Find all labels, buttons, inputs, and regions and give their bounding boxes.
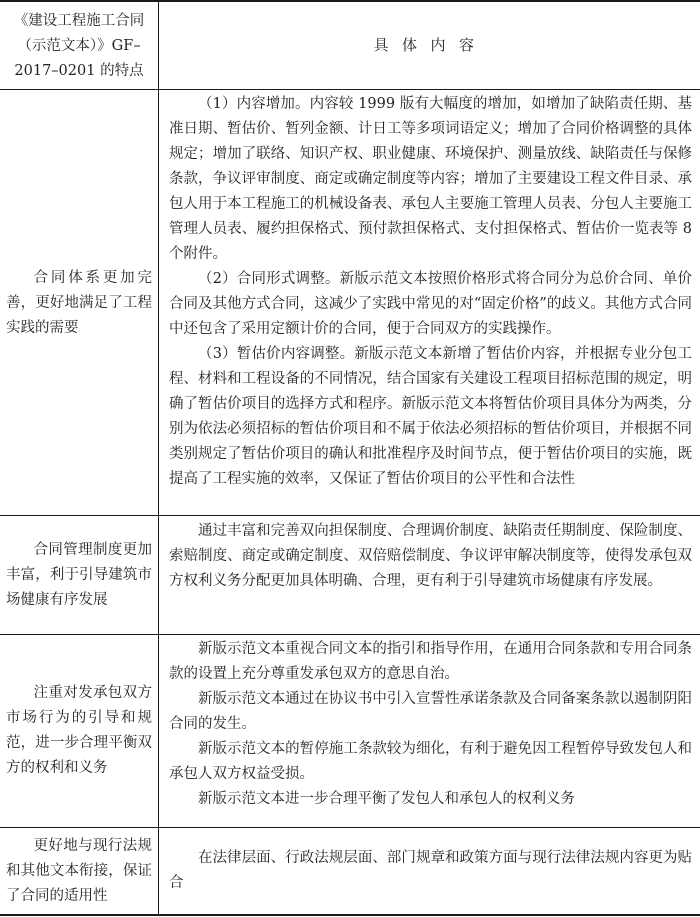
content-cell [159,637,700,826]
content-paragraph: 新版示范文本通过在协议书中引入宣誓性承诺条款及合同备案条款以遏制阴阳合同的发生。 [169,691,692,732]
table-rule [0,914,700,916]
content-paragraph: （3）暂估价内容调整。新版示范文本新增了暂估价内容，并根据专业分包工程、材料和工程设备的不同情况，结合国家有关建设工程项目招标范围的规定，明确了暂估价项目的选择方式和程序。新版示范文本将暂估价项目具体分为两类，分别为依法必须招标的暂估价项目和不属于依法必须招标的暂估价项目，并根据不同类别规定了暂估价项目的确认和批准程序及时间节点，便于暂估价项目的实施，既提高了工程实施的效率，又保证了暂估价项目的公平性和合法性 [169,346,692,487]
table-rule [0,515,700,516]
feature-cell [0,636,158,826]
feature-cell [0,92,158,514]
feature-cell [0,518,158,632]
feature-text: 注重对发承包双方市场行为的引导和规范，进一步合理平衡双方的权利和义务 [6,685,152,776]
header-feature-line: 《建设工程施工合同 [13,12,145,29]
header-feature-line: 2017–0201 的特点 [14,62,144,79]
header-content-cell [159,2,700,89]
content-paragraph: 新版示范文本进一步合理平衡了发包人和承包人的权利义务 [198,791,575,807]
content-paragraph: 通过丰富和完善双向担保制度、合理调价制度、缺陷责任期制度、保险制度、索赔制度、商定或确定制度、双倍赔偿制度、争议评审解决制度等，使得发承包双方权利义务分配更加具体明确、合理，更有利于引导建筑市场健康有序发展。 [169,523,692,589]
content-paragraph: （1）内容增加。内容较 1999 版有大幅度的增加，如增加了缺陷责任期、基准日期、暂估价、暂列金额、计日工等多项词语定义；增加了合同价格调整的具体规定；增加了联络、知识产权、职业健康、环境保护、测量放线、缺陷责任与保修条款，争议评审制度、商定或确定制度等内容；增加了主要建设工程文件目录、承包人用于本工程施工的机械设备表、承包人主要施工管理人员表、分包人主要施工管理人员表、履约担保格式、预付款担保格式、支付担保格式、暂估价一览表等 8 个附件。 [169,96,692,262]
content-cell [159,829,700,913]
feature-text: 合同管理制度更加丰富，利于引导建筑市场健康有序发展 [6,541,152,608]
feature-cell [0,829,158,913]
feature-text: 合同体系更加完善，更好地满足了工程实践的需要 [6,269,152,336]
header-feature-line: （示范文本）》GF– [17,37,141,54]
header-feature-cell [0,4,158,88]
content-paragraph: 新版示范文本的暂停施工条款较为细化，有利于避免因工程暂停导致发包人和承包人双方权益受损。 [169,741,692,782]
content-paragraph: 在法律层面、行政法规层面、部门规章和政策方面与现行法律法规内容更为贴合 [169,850,692,891]
table-rule [0,634,700,635]
feature-text: 更好地与现行法规和其他文本衔接，保证了合同的适用性 [6,837,152,904]
table-rule [0,89,700,90]
table-rule [0,827,700,828]
header-content-title: 具体内容 [373,36,488,54]
content-cell [159,92,700,514]
content-cell [159,519,700,633]
content-paragraph: 新版示范文本重视合同文本的指引和指导作用，在通用合同条款和专用合同条款的设置上充分尊重发承包双方的意思自治。 [169,641,692,682]
content-paragraph: （2）合同形式调整。新版示范文本按照价格形式将合同分为总价合同、单价合同及其他方式合同，这减少了实践中常见的对“固定价格”的歧义。其他方式合同中还包含了采用定额计价的合同，便于合同双方的实践操作。 [169,271,692,337]
